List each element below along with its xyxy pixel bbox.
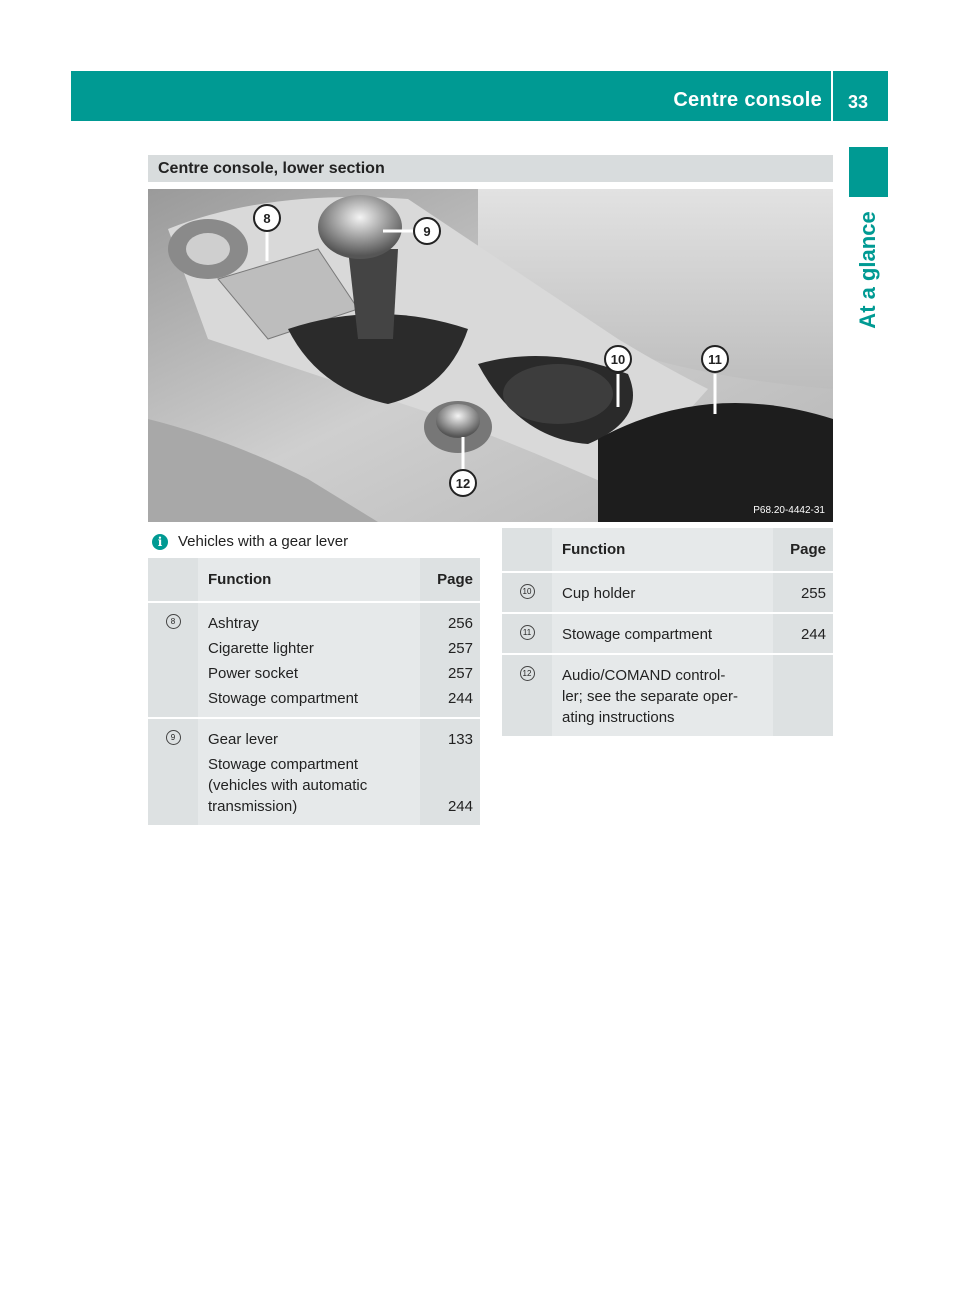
page-header <box>71 71 888 121</box>
photo-credit: P68.20-4442-31 <box>753 505 825 516</box>
header-divider <box>831 71 833 121</box>
section-title-bar <box>148 155 833 182</box>
header-function: Function <box>198 558 420 602</box>
page-ref: 257 <box>447 665 473 682</box>
function-label: Stowage compartment <box>208 756 359 773</box>
callout-number: 11 <box>520 625 535 640</box>
function-label: Stowage compartment <box>208 690 359 707</box>
function-label: Gear lever <box>208 731 279 748</box>
function-label: Ashtray <box>208 615 259 632</box>
page-ref <box>773 655 826 665</box>
function-table-right <box>502 528 833 736</box>
centre-console-photo <box>148 189 833 522</box>
callout-number: 8 <box>166 614 181 629</box>
callout-11: 11 <box>708 352 722 367</box>
header-function: Function <box>552 528 773 572</box>
table-row <box>148 718 480 825</box>
page-number: 33 <box>847 92 868 112</box>
function-label: Stowage compartment <box>562 626 713 643</box>
callout-number: 9 <box>166 730 181 745</box>
info-icon: i <box>152 534 168 550</box>
function-table-left <box>148 558 480 825</box>
function-label: Cup holder <box>562 585 636 602</box>
function-label: (vehicles with automatic <box>208 777 368 794</box>
info-note <box>152 533 348 550</box>
function-label: Cigarette lighter <box>208 640 314 657</box>
page-ref: 244 <box>447 798 473 815</box>
function-label: ating instructions <box>562 709 675 726</box>
callout-8: 8 <box>263 211 271 226</box>
callout-12: 12 <box>455 476 471 491</box>
function-label: Power socket <box>208 665 299 682</box>
chapter-title: Centre console <box>673 89 822 111</box>
header-num <box>502 528 552 572</box>
callout-10: 10 <box>610 352 626 367</box>
callout-number: 10 <box>520 584 535 599</box>
section-title: Centre console, lower section <box>158 160 385 177</box>
table-row <box>148 602 480 718</box>
table-row <box>502 654 833 736</box>
callout-9: 9 <box>423 224 431 239</box>
callout-number: 12 <box>520 666 535 681</box>
table-row <box>502 572 833 613</box>
page-ref: 244 <box>447 690 473 707</box>
side-tab-marker <box>849 147 888 197</box>
page-ref: 244 <box>800 626 826 643</box>
page-ref: 255 <box>800 585 826 602</box>
page-ref: 133 <box>447 731 473 748</box>
function-label: transmission) <box>208 798 298 815</box>
header-num <box>148 558 198 602</box>
header-page: Page <box>773 528 833 572</box>
function-label: ler; see the separate oper- <box>562 688 738 705</box>
page-ref: 257 <box>447 640 473 657</box>
header-page: Page <box>420 558 480 602</box>
info-note-text: Vehicles with a gear lever <box>178 533 349 550</box>
function-label: Audio/COMAND control- <box>562 667 726 684</box>
side-tab-label: At a glance <box>855 211 880 329</box>
page-ref: 256 <box>447 615 473 632</box>
table-row <box>502 613 833 654</box>
